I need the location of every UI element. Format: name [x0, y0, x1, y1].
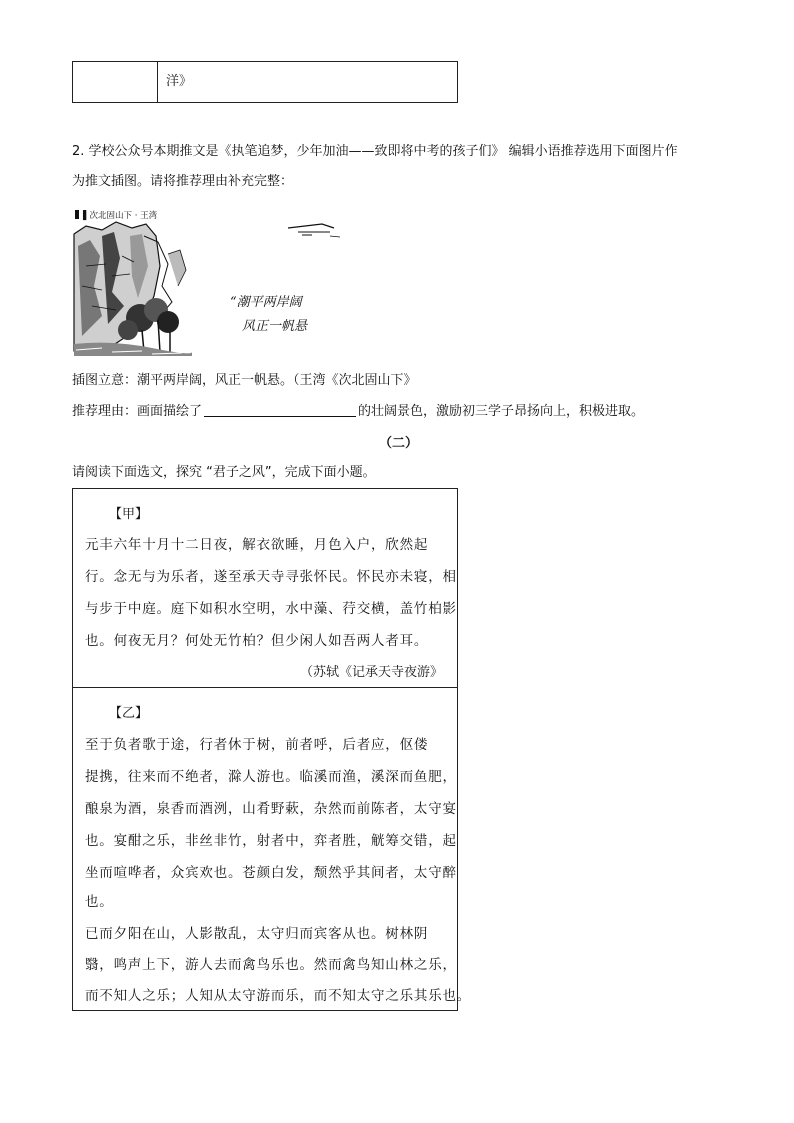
- calligraphy-line-1: “潮平两岸阔: [230, 295, 302, 310]
- top-table-fragment: [72, 61, 458, 103]
- table-cell-empty: [73, 62, 158, 102]
- text-yi-line: 也。: [85, 894, 114, 910]
- text-yi-box: [72, 687, 472, 1011]
- text-jia-line: 行。念无与为乐者，遂至承天寺寻张怀民。怀民亦未寝，相: [85, 569, 457, 585]
- text-jia-box: [72, 488, 458, 688]
- table-cell-text: 洋》: [166, 74, 193, 89]
- illustration-caption: ▌次北固山下 · 王湾: [83, 211, 158, 221]
- answer-blank[interactable]: [204, 402, 356, 417]
- reason-prefix: 推荐理由：画面描绘了: [72, 404, 203, 419]
- reason-suffix: 的壮阔景色，激励初三学子昂扬向上，积极进取。: [358, 404, 645, 419]
- question-2-line-1: 2. 学校公众号本期推文是《执笔追梦，少年加油——致即将中考的孩子们》 编辑小语推荐选用下面图片作: [72, 144, 678, 159]
- question-2-line-2: 为推文插图。请将推荐理由补充完整：: [72, 174, 294, 189]
- text-yi-line: 而不知人之乐；人知从太守游而乐，而不知太守之乐其乐也。: [85, 988, 472, 1004]
- illustration-meaning: 插图立意：潮平两岸阔，风正一帆悬。（王湾《次北固山下》: [72, 373, 417, 388]
- text-jia-label: 【甲】: [109, 507, 149, 522]
- text-yi-line: 翳，鸣声上下，游人去而禽鸟乐也。然而禽鸟知山林之乐，: [85, 957, 457, 973]
- text-yi-line: 提携，往来而不绝者，滁人游也。临溪而渔，溪深而鱼肥，: [85, 769, 457, 785]
- boat-drawing: [288, 224, 340, 237]
- text-jia-source: （苏轼《记承天寺夜游》: [299, 665, 443, 680]
- text-yi-line: 坐而喧哗者，众宾欢也。苍颜白发，颓然乎其间者，太守醉: [85, 865, 457, 881]
- text-jia-line: 元丰六年十月十二日夜，解衣欲睡，月色入户，欣然起: [85, 537, 429, 553]
- shore-drawing: [74, 343, 192, 356]
- calligraphy-line-2: 风正一帆悬: [242, 319, 308, 334]
- text-jia-line: 与步于中庭。庭下如积水空明，水中藻、荇交横，盖竹柏影: [85, 601, 457, 617]
- text-yi-label: 【乙】: [109, 706, 149, 721]
- text-yi-line: 也。宴酣之乐，非丝非竹，射者中，弈者胜，觥筹交错，起: [85, 833, 457, 849]
- section-heading: （二）: [379, 436, 419, 451]
- landscape-illustration: [72, 206, 347, 356]
- text-yi-line: 已而夕阳在山，人影散乱，太守归而宾客从也。树林阴: [85, 926, 429, 942]
- text-yi-line: 至于负者歌于途，行者休于树，前者呼，后者应，伛偻: [85, 737, 429, 753]
- text-jia-line: 也。何夜无月？何处无竹柏？但少闲人如吾两人者耳。: [85, 633, 429, 649]
- recommendation-reason: [72, 402, 644, 421]
- caption-marker: [75, 210, 79, 219]
- reading-instruction: 请阅读下面选文，探究 “君子之风”，完成下面小题。: [72, 465, 376, 480]
- text-yi-line: 酿泉为酒，泉香而酒洌，山肴野蔌，杂然而前陈者，太守宴: [85, 801, 457, 817]
